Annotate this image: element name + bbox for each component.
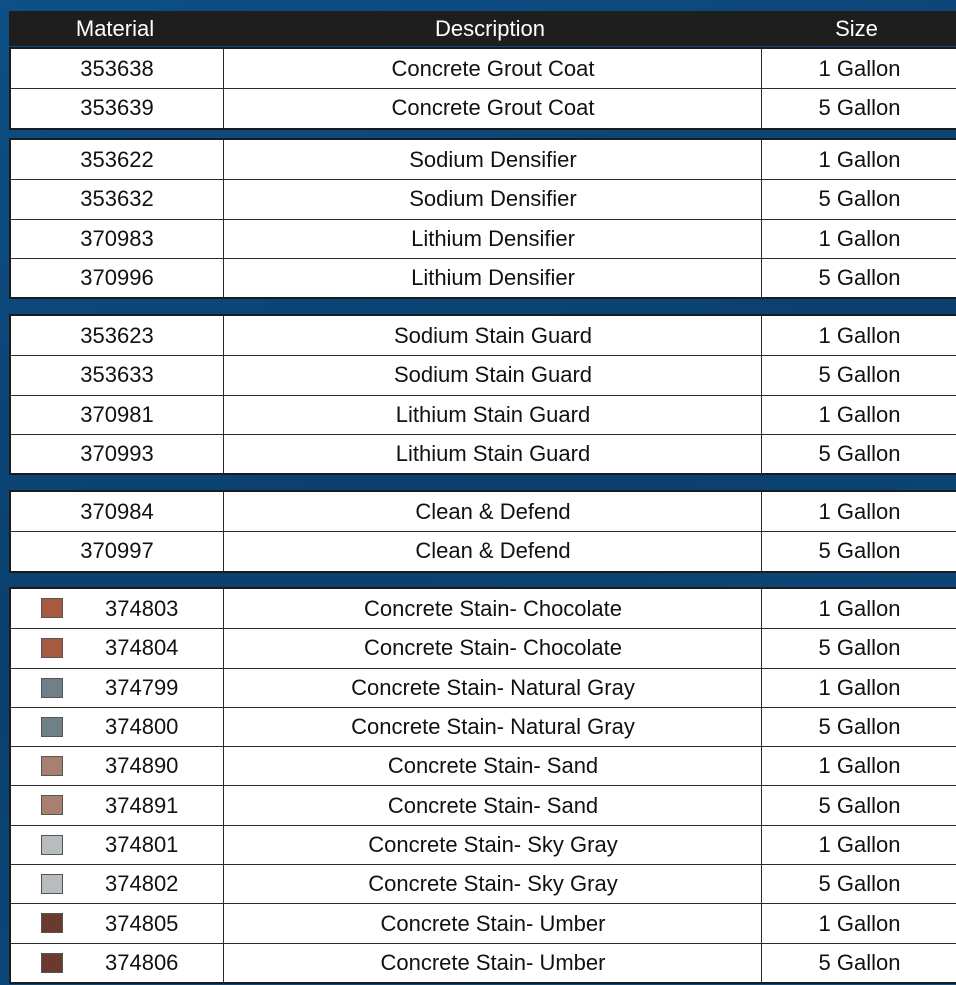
description-cell: Concrete Stain- Natural Gray [223,708,762,746]
size-cell: 1 Gallon [761,396,956,434]
table-row [11,492,956,531]
table-row [11,88,956,127]
size-cell: 5 Gallon [761,708,956,746]
table-row [11,179,956,218]
table-row [11,628,956,667]
size-cell: 5 Gallon [761,865,956,903]
material-number: 353638 [80,55,154,81]
material-cell [11,89,223,127]
material-number: 353639 [80,95,154,121]
description-cell: Concrete Grout Coat [223,89,762,127]
table-row [11,668,956,707]
size-cell: 1 Gallon [761,669,956,707]
size-cell: 5 Gallon [761,435,956,473]
material-number: 370983 [80,225,154,251]
material-cell [11,669,223,707]
header-material: Material [75,16,155,41]
material-number: 374799 [105,674,179,700]
description-cell: Sodium Densifier [223,180,762,218]
header-description: Description [434,16,546,41]
size-cell: 1 Gallon [761,826,956,864]
table-row [11,903,956,942]
material-cell [11,49,223,88]
description-cell: Concrete Stain- Umber [223,904,762,942]
size-cell: 5 Gallon [761,356,956,394]
color-swatch [41,598,63,618]
size-cell: 1 Gallon [761,492,956,531]
material-cell [11,435,223,473]
material-number: 374890 [105,753,179,779]
description-cell: Clean & Defend [223,532,762,570]
table-row [11,316,956,355]
size-cell: 5 Gallon [761,532,956,570]
description-cell: Concrete Stain- Sand [223,747,762,785]
table-row [11,355,956,394]
header-size: Size [835,16,878,41]
color-swatch [41,678,63,698]
description-cell: Concrete Stain- Sky Gray [223,826,762,864]
material-cell [11,904,223,942]
description-cell: Sodium Stain Guard [223,356,762,394]
table-row [11,531,956,570]
size-cell: 5 Gallon [761,629,956,667]
color-swatch [41,756,63,776]
description-cell: Concrete Stain- Umber [223,944,762,982]
table-group [9,47,956,130]
table-row [11,49,956,88]
table-group [9,138,956,299]
material-cell [11,180,223,218]
material-number: 374800 [105,714,179,740]
material-cell [11,316,223,355]
material-number: 374804 [105,635,179,661]
material-number: 374806 [105,949,179,975]
material-number: 370993 [80,441,154,467]
material-cell [11,140,223,179]
material-number: 353622 [80,146,154,172]
material-cell [11,220,223,258]
description-cell: Lithium Stain Guard [223,435,762,473]
material-cell [11,944,223,982]
size-cell: 1 Gallon [761,316,956,355]
table-row [11,258,956,297]
size-cell: 5 Gallon [761,259,956,297]
color-swatch [41,835,63,855]
description-cell: Concrete Grout Coat [223,49,762,88]
description-cell: Concrete Stain- Sky Gray [223,865,762,903]
table-row [11,864,956,903]
material-cell [11,259,223,297]
description-cell: Lithium Densifier [223,220,762,258]
material-cell [11,865,223,903]
material-cell [11,356,223,394]
table-row [11,943,956,982]
color-swatch [41,638,63,658]
color-swatch [41,953,63,973]
material-number: 353633 [80,362,154,388]
description-cell: Concrete Stain- Natural Gray [223,669,762,707]
size-cell: 5 Gallon [761,89,956,127]
description-cell: Lithium Stain Guard [223,396,762,434]
table-row [11,589,956,628]
table-header [9,11,956,46]
table-row [11,746,956,785]
material-cell [11,492,223,531]
description-cell: Sodium Stain Guard [223,316,762,355]
description-cell: Sodium Densifier [223,140,762,179]
material-cell [11,826,223,864]
table-group [9,587,956,984]
table-row [11,707,956,746]
color-swatch [41,795,63,815]
material-number: 374802 [105,871,179,897]
size-cell: 5 Gallon [761,786,956,824]
color-swatch [41,874,63,894]
size-cell: 5 Gallon [761,944,956,982]
material-number: 370984 [80,498,154,524]
table-row [11,825,956,864]
table-group [9,490,956,573]
table-row [11,785,956,824]
size-cell: 1 Gallon [761,220,956,258]
table-row [11,219,956,258]
size-cell: 1 Gallon [761,49,956,88]
material-number: 370997 [80,538,154,564]
table-row [11,434,956,473]
material-cell [11,396,223,434]
color-swatch [41,717,63,737]
material-number: 374803 [105,595,179,621]
description-cell: Concrete Stain- Chocolate [223,629,762,667]
table-group [9,314,956,475]
size-cell: 1 Gallon [761,747,956,785]
material-number: 374801 [105,831,179,857]
table-row [11,140,956,179]
material-number: 353632 [80,186,154,212]
material-number: 374891 [105,792,179,818]
table-row [11,395,956,434]
material-number: 374805 [105,910,179,936]
material-cell [11,708,223,746]
material-cell [11,629,223,667]
material-cell [11,747,223,785]
description-cell: Concrete Stain- Chocolate [223,589,762,628]
color-swatch [41,913,63,933]
material-number: 353623 [80,322,154,348]
description-cell: Clean & Defend [223,492,762,531]
material-cell [11,589,223,628]
material-cell [11,532,223,570]
size-cell: 1 Gallon [761,140,956,179]
description-cell: Concrete Stain- Sand [223,786,762,824]
size-cell: 1 Gallon [761,904,956,942]
description-cell: Lithium Densifier [223,259,762,297]
size-cell: 1 Gallon [761,589,956,628]
material-number: 370981 [80,401,154,427]
material-cell [11,786,223,824]
size-cell: 5 Gallon [761,180,956,218]
material-number: 370996 [80,265,154,291]
